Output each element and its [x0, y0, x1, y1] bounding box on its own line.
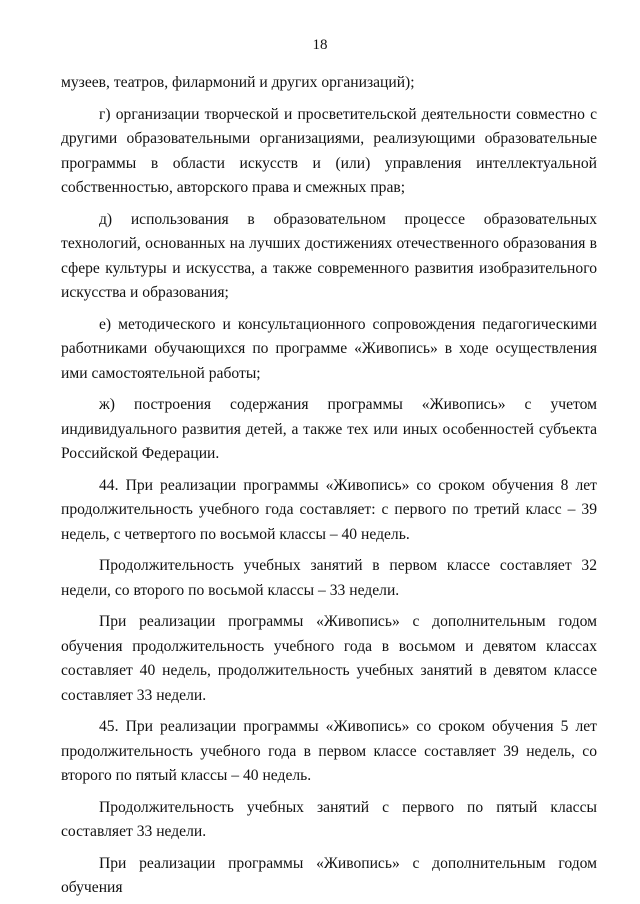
paragraph-continuation: музеев, театров, филармоний и других организаций);	[61, 74, 415, 91]
paragraph-item-zh: ж) построения содержания программы «Живопись» с учетом индивидуального развития детей, а также тех или иных особенностей субъекта Российской Федерации.	[61, 396, 597, 462]
page-number: 18	[312, 37, 328, 53]
paragraph-item-d: д) использования в образовательном процессе образовательных технологий, основанных на лучших достижениях отечественного образования в сфере культуры и искусства, а также современного развития изобразительного искусства и образования;	[61, 210, 597, 301]
paragraph-item-e: е) методического и консультационного сопровождения педагогическими работниками обучающихся по программе «Живопись» в ходе осуществления ими самостоятельной работы;	[61, 315, 597, 382]
paragraph-duration-5yr: Продолжительность учебных занятий с первого по пятый классы составляет 33 недели.	[61, 798, 597, 840]
paragraph-additional-year-8yr: При реализации программы «Живопись» с дополнительным годом обучения продолжительность учебного года в восьмом и девятом классах составляет 40 недель, продолжительность учебных занятий в девятом классе составляет 33 недели.	[61, 613, 597, 704]
paragraph-clause-45: 45. При реализации программы «Живопись» со сроком обучения 5 лет продолжительность учебного года в первом классе составляет 39 недель, со второго по пятый классы – 40 недель.	[61, 718, 597, 784]
paragraph-additional-year-5yr: При реализации программы «Живопись» с дополнительным годом обучения	[61, 854, 597, 896]
document-body	[61, 71, 597, 901]
paragraph-item-g: г) организации творческой и просветительской деятельности совместно с другими образовательными организациями, реализующими образовательные программы в области искусств и (или) управления интеллектуальной собственностью, авторского права и смежных прав;	[61, 105, 597, 196]
paragraph-duration-8yr: Продолжительность учебных занятий в первом классе составляет 32 недели, со второго по восьмой классы – 33 недели.	[61, 557, 597, 599]
paragraph-clause-44: 44. При реализации программы «Живопись» со сроком обучения 8 лет продолжительность учебного года составляет: с первого по третий класс – 39 недель, с четвертого по восьмой классы – 40 недель.	[61, 476, 597, 543]
